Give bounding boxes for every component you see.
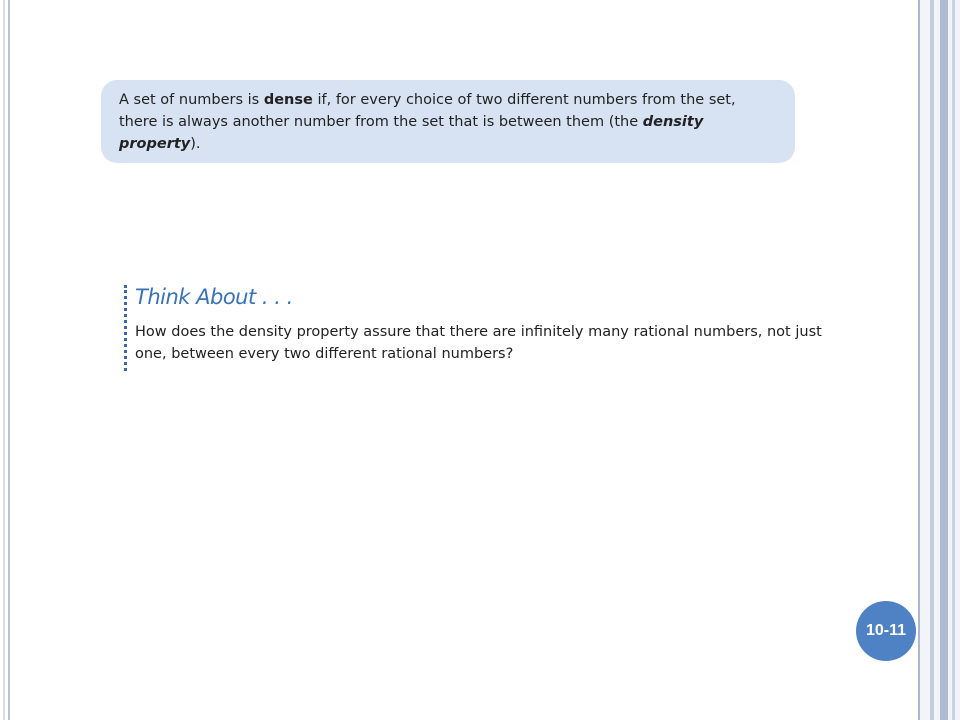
definition-term: dense — [263, 92, 313, 108]
decor-line — [930, 0, 934, 720]
definition-text-3: ). — [190, 136, 201, 152]
think-about-heading: Think About . . . — [135, 285, 293, 309]
decor-line — [940, 0, 948, 720]
decor-line — [952, 0, 955, 720]
definition-callout — [101, 80, 795, 163]
density-property-term: density property — [119, 114, 704, 152]
dotted-rule — [124, 285, 127, 371]
slide-left-border — [0, 0, 10, 720]
page-number-badge: 10-11 — [856, 601, 916, 661]
decor-line — [918, 0, 920, 720]
slide-right-decoration — [918, 0, 960, 720]
definition-text-1: A set of numbers is — [119, 92, 264, 108]
definition-text-2: if, for every choice of two different numbers from the set, there is always another number from the set that is between them (the — [119, 92, 736, 130]
think-about-section — [124, 285, 854, 371]
think-about-question: How does the density property assure that there are infinitely many rational numbers, not just one, between every two different rational numbers? — [135, 324, 822, 362]
